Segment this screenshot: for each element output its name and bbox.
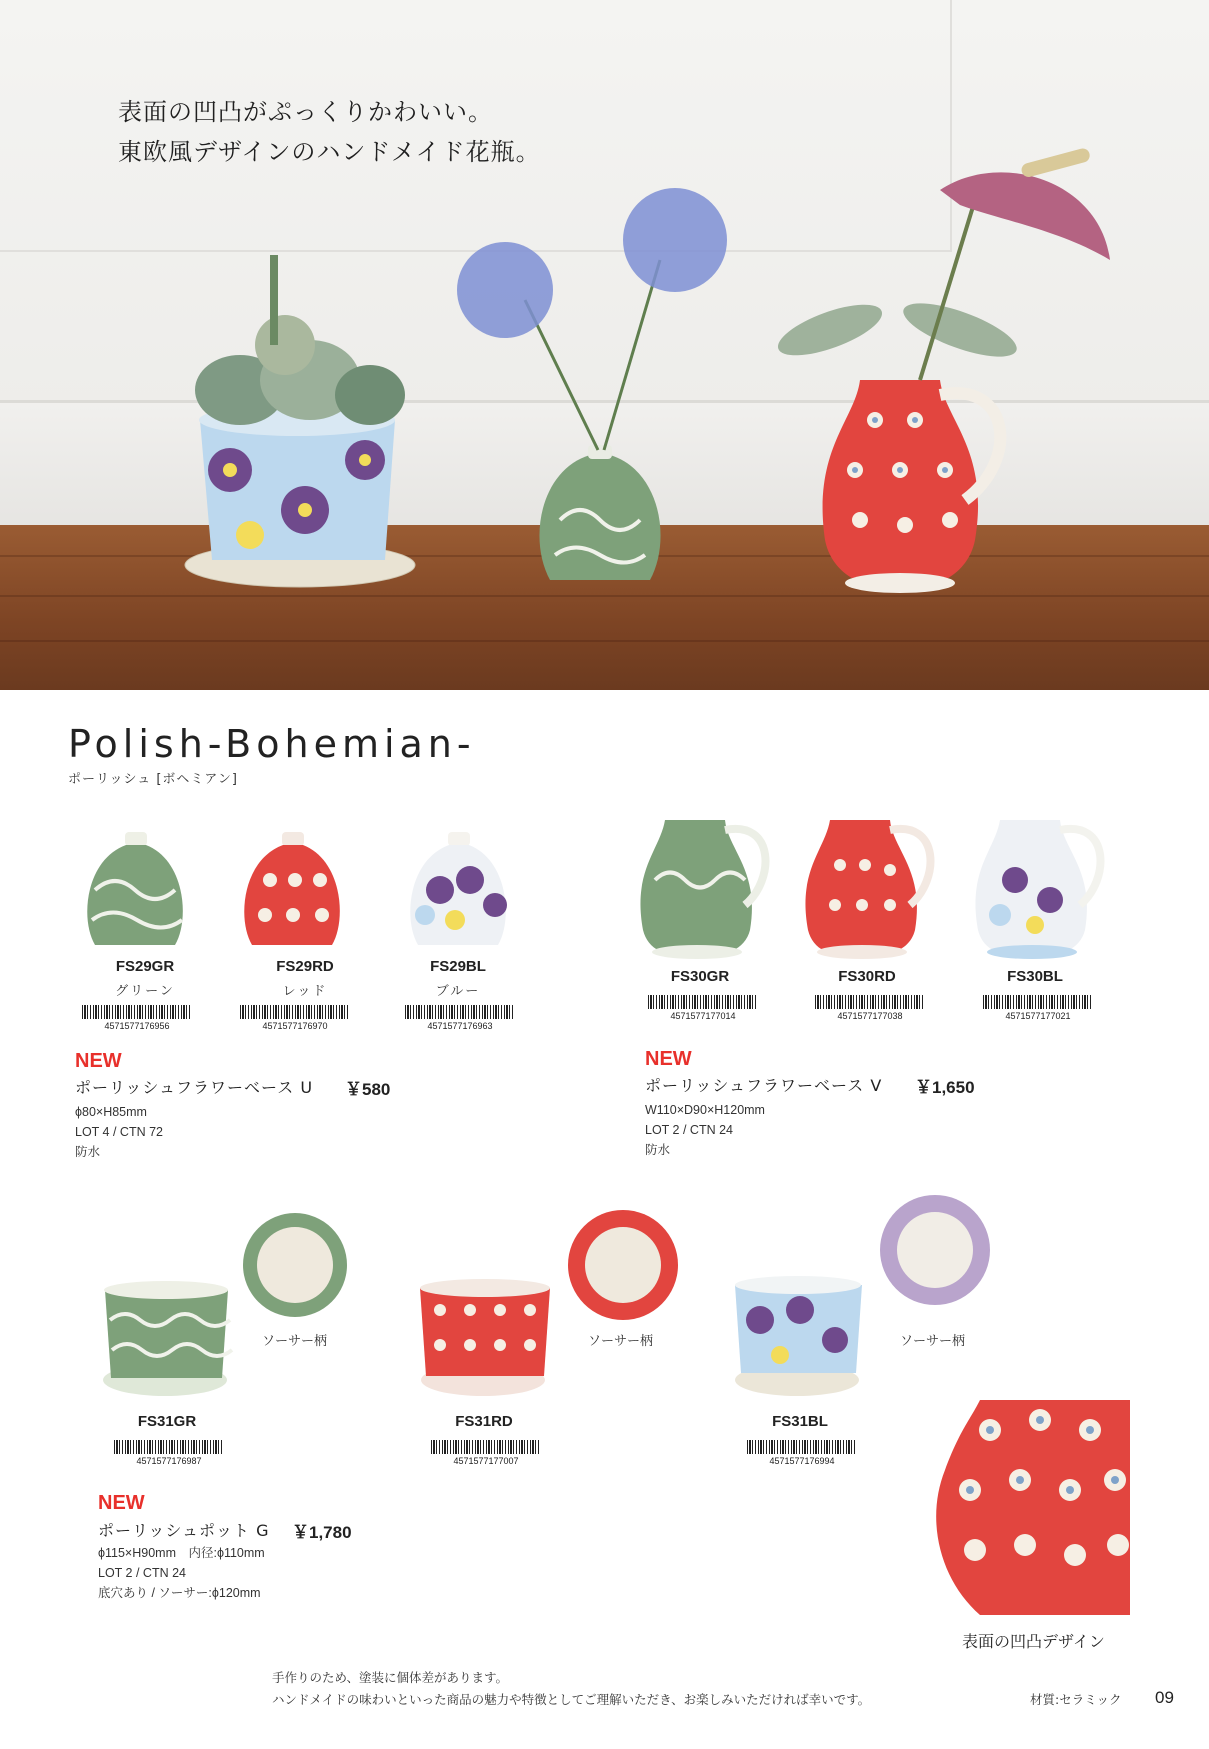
- product-color-fs29rd: レッド: [282, 984, 328, 999]
- jan-code-fs30bl: 4571577177021: [1005, 1011, 1071, 1021]
- spec-note: 防水: [645, 1143, 671, 1157]
- barcode: [114, 1440, 224, 1454]
- product-image-fs29bl: [410, 832, 507, 945]
- jan-code-fs29gr: 4571577176956: [104, 1021, 170, 1031]
- product-price: ￥580: [345, 1080, 391, 1099]
- spec-note: 防水: [75, 1145, 101, 1159]
- jan-code-fs30rd: 4571577177038: [837, 1011, 903, 1021]
- spec-lot: LOT 2 / CTN 24: [98, 1566, 186, 1580]
- product-code-fs30bl: FS30BL: [1007, 968, 1063, 985]
- new-badge: NEW: [98, 1492, 145, 1514]
- product-image-fs31gr: [103, 1213, 347, 1396]
- barcode: [431, 1440, 541, 1454]
- product-name: ポーリッシュフラワーベース V: [645, 1076, 883, 1095]
- barcode: [815, 995, 925, 1009]
- product-image-fs31bl: [735, 1195, 990, 1396]
- footer-note-2: ハンドメイドの味わいといった商品の魅力や特徴としてご理解いただき、お楽しみいただければ幸いです。: [272, 1692, 871, 1707]
- saucer-label: ソーサー柄: [900, 1334, 966, 1349]
- tagline-line-2: 東欧風デザインのハンドメイド花瓶。: [118, 138, 541, 166]
- product-code-fs30gr: FS30GR: [670, 968, 730, 985]
- jan-code-fs29bl: 4571577176963: [427, 1021, 493, 1031]
- spec-note: 底穴あり / ソーサー:ϕ120mm: [98, 1586, 261, 1600]
- product-price: ￥1,650: [915, 1078, 975, 1097]
- new-badge: NEW: [645, 1048, 692, 1070]
- product-image-fs30bl: [975, 820, 1100, 959]
- spec-size: W110×D90×H120mm: [645, 1103, 765, 1117]
- barcode: [648, 995, 758, 1009]
- series-subtitle: ポーリッシュ [ボヘミアン]: [68, 772, 238, 787]
- jan-code-fs29rd: 4571577176970: [262, 1021, 328, 1031]
- product-specs: [98, 1543, 265, 1603]
- product-code-fs29bl: FS29BL: [430, 958, 486, 975]
- barcode: [747, 1440, 857, 1454]
- barcode: [240, 1005, 350, 1019]
- jan-code-fs31gr: 4571577176987: [136, 1456, 202, 1466]
- product-image-fs29rd: [244, 832, 340, 945]
- spec-lot: LOT 4 / CTN 72: [75, 1125, 163, 1139]
- spec-size: ϕ115×H90mm 内径:ϕ110mm: [98, 1546, 265, 1560]
- jan-code-fs31rd: 4571577177007: [453, 1456, 519, 1466]
- product-price: ￥1,780: [292, 1523, 352, 1542]
- material-label: 材質:セラミック: [1030, 1692, 1122, 1707]
- barcode: [82, 1005, 192, 1019]
- series-title: Polish-Bohemian-: [68, 722, 476, 766]
- product-code-fs31rd: FS31RD: [455, 1413, 513, 1430]
- product-image-fs31rd: [420, 1210, 678, 1396]
- jan-code-fs30gr: 4571577177014: [670, 1011, 736, 1021]
- saucer-label: ソーサー柄: [262, 1334, 328, 1349]
- barcode: [405, 1005, 515, 1019]
- barcode: [983, 995, 1093, 1009]
- product-name: ポーリッシュポット G: [98, 1521, 270, 1540]
- spec-size: ϕ80×H85mm: [75, 1105, 147, 1119]
- product-name: ポーリッシュフラワーベース U: [75, 1078, 314, 1097]
- product-code-fs29rd: FS29RD: [276, 958, 334, 975]
- footer-notes: [272, 1667, 870, 1711]
- product-image-fs30gr: [640, 820, 765, 959]
- detail-caption: 表面の凹凸デザイン: [962, 1632, 1105, 1651]
- product-color-fs29bl: ブルー: [435, 984, 481, 999]
- jan-code-fs31bl: 4571577176994: [769, 1456, 835, 1466]
- hero-photo: [0, 0, 1209, 690]
- product-specs: [645, 1100, 765, 1160]
- new-badge: NEW: [75, 1050, 122, 1072]
- product-specs: [75, 1102, 163, 1162]
- product-image-fs29gr: [87, 832, 183, 945]
- product-code-fs29gr: FS29GR: [115, 958, 175, 975]
- product-image-fs30rd: [805, 820, 930, 959]
- page-number: 09: [1155, 1688, 1174, 1707]
- product-code-fs31bl: FS31BL: [772, 1413, 828, 1430]
- product-color-fs29gr: グリーン: [115, 984, 175, 999]
- footer-note-1: 手作りのため、塗装に個体差があります。: [272, 1670, 509, 1685]
- hero-tagline: [118, 92, 541, 172]
- saucer-label: ソーサー柄: [588, 1334, 654, 1349]
- product-code-fs31gr: FS31GR: [137, 1413, 197, 1430]
- spec-lot: LOT 2 / CTN 24: [645, 1123, 733, 1137]
- detail-closeup-image: [925, 1400, 1130, 1620]
- tagline-line-1: 表面の凹凸がぷっくりかわいい。: [118, 98, 493, 126]
- product-code-fs30rd: FS30RD: [838, 968, 896, 985]
